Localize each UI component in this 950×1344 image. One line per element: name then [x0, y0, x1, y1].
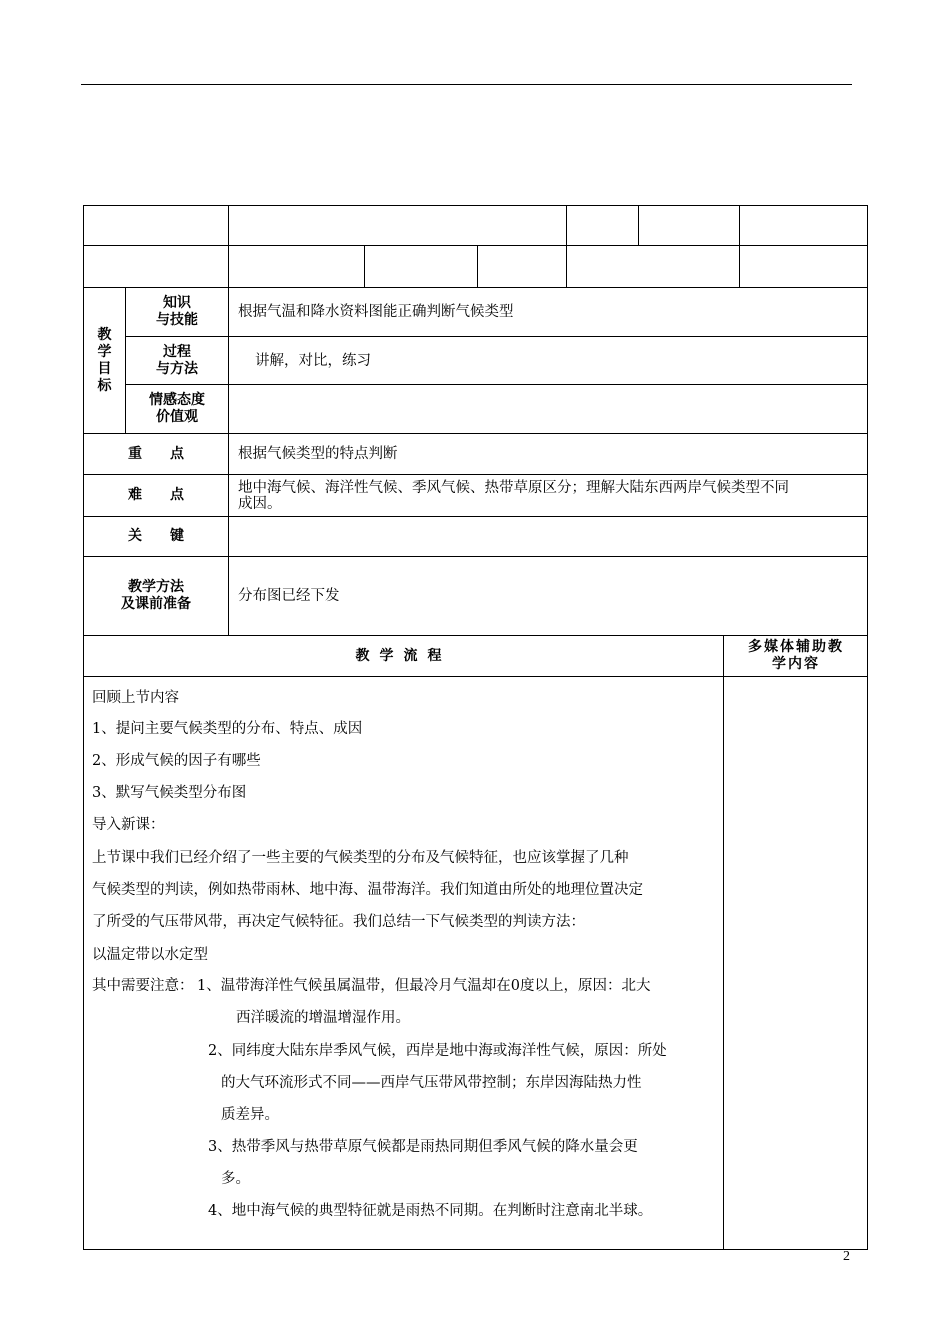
method-label: 教学方法 及课前准备 — [84, 557, 229, 636]
flow-line: 上节课中我们已经介绍了一些主要的气候类型的分布及气候特征，也应该掌握了几种 — [92, 850, 629, 866]
flow-line: 了所受的气压带风带，再决定气候特征。我们总结一下气候类型的判读方法： — [92, 914, 585, 930]
key-point-value: 根据气候类型的特点判断 — [229, 434, 868, 475]
knowledge-skills-label: 知识 与技能 — [126, 288, 229, 337]
key-value — [229, 517, 868, 557]
flow-line: 1、提问主要气候类型的分布、特点、成因 — [92, 721, 363, 737]
media-content-body — [724, 677, 868, 1250]
key-point-label: 重 点 — [84, 434, 229, 475]
blank-cell — [639, 206, 740, 246]
blank-cell — [365, 246, 478, 288]
blank-cell — [229, 246, 365, 288]
key-label: 关 键 — [84, 517, 229, 557]
difficulty-value: 地中海气候、海洋性气候、季风气候、热带草原区分；理解大陆东西两岸气候类型不同 成因。 — [229, 475, 868, 517]
flow-line: 2、形成气候的因子有哪些 — [92, 753, 261, 769]
note-prefix: 其中需要注意： — [92, 978, 194, 994]
note-item: 4、地中海气候的典型特征就是雨热不同期。在判断时注意南北半球。 — [208, 1203, 653, 1219]
difficulty-label: 难 点 — [84, 475, 229, 517]
process-methods-value: 讲解，对比，练习 — [229, 337, 868, 385]
flow-line: 3、默写气候类型分布图 — [92, 785, 247, 801]
attitude-values-label: 情感态度 价值观 — [126, 385, 229, 434]
note-item: 质差异。 — [221, 1107, 279, 1123]
flow-line: 导入新课： — [92, 817, 165, 833]
blank-cell — [740, 206, 868, 246]
blank-cell — [740, 246, 868, 288]
blank-cell — [567, 246, 740, 288]
process-methods-label: 过程 与方法 — [126, 337, 229, 385]
blank-cell — [567, 206, 639, 246]
attitude-values-value — [229, 385, 868, 434]
objectives-group-label: 教学目标 — [84, 288, 126, 434]
page-number: 2 — [843, 1249, 850, 1264]
blank-cell — [478, 246, 567, 288]
note-item: 3、热带季风与热带草原气候都是雨热同期但季风气候的降水量会更 — [208, 1139, 638, 1155]
header-rule — [81, 84, 852, 85]
note-item: 多。 — [221, 1171, 250, 1187]
note-item: 2、同纬度大陆东岸季风气候，西岸是地中海或海洋性气候，原因：所处 — [208, 1043, 667, 1059]
note-item: 1、温带海洋性气候虽属温带，但最冷月气温却在0度以上，原因：北大 — [197, 978, 651, 994]
method-value: 分布图已经下发 — [229, 557, 868, 636]
note-item: 的大气环流形式不同——西岸气压带风带控制；东岸因海陆热力性 — [221, 1075, 642, 1091]
teaching-flow-header: 教学流程 — [84, 636, 724, 677]
knowledge-skills-value: 根据气温和降水资料图能正确判断气候类型 — [229, 288, 868, 337]
flow-line: 回顾上节内容 — [92, 690, 179, 706]
blank-cell — [229, 206, 567, 246]
media-content-header: 多媒体辅助教 学内容 — [724, 636, 868, 677]
flow-line: 气候类型的判读，例如热带雨林、地中海、温带海洋。我们知道由所处的地理位置决定 — [92, 882, 643, 898]
blank-cell — [84, 246, 229, 288]
note-item: 西洋暖流的增温增湿作用。 — [236, 1010, 410, 1026]
flow-line: 以温定带以水定型 — [92, 947, 208, 963]
blank-cell — [84, 206, 229, 246]
